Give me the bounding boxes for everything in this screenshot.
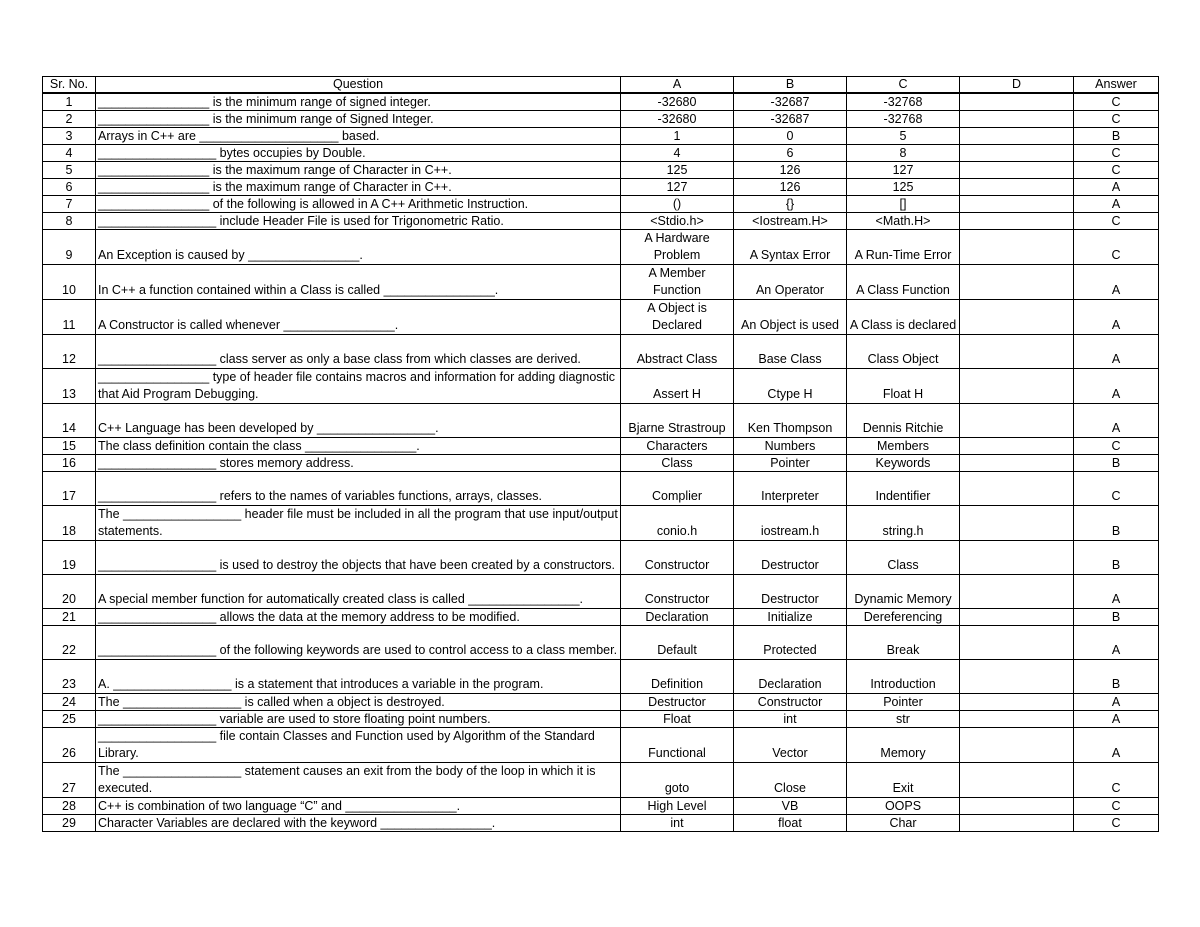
sr-no-cell: 11 — [43, 300, 96, 335]
option-a-cell: Abstract Class — [621, 335, 734, 369]
option-a-cell: conio.h — [621, 506, 734, 541]
table-row — [43, 798, 1159, 815]
option-b-cell: VB — [734, 798, 847, 815]
sr-no-cell: 5 — [43, 162, 96, 179]
option-d-cell — [960, 763, 1074, 798]
option-a-cell: 4 — [621, 145, 734, 162]
option-c-cell: Pointer — [847, 694, 960, 711]
option-a-cell: -32680 — [621, 93, 734, 111]
answer-cell: B — [1074, 660, 1159, 694]
question-cell: A. _________________ is a statement that introduces a variable in the program. — [96, 660, 621, 694]
option-c-cell: 125 — [847, 179, 960, 196]
option-d-cell — [960, 438, 1074, 455]
option-a-cell: goto — [621, 763, 734, 798]
option-b-cell: -32687 — [734, 111, 847, 128]
sr-no-cell: 16 — [43, 455, 96, 472]
sr-no-cell: 12 — [43, 335, 96, 369]
option-d-cell — [960, 798, 1074, 815]
option-b-cell: 0 — [734, 128, 847, 145]
table-row — [43, 815, 1159, 832]
option-b-cell: {} — [734, 196, 847, 213]
sr-no-cell: 29 — [43, 815, 96, 832]
sr-no-cell: 28 — [43, 798, 96, 815]
option-b-cell: <Iostream.H> — [734, 213, 847, 230]
option-c-cell: Char — [847, 815, 960, 832]
option-a-cell: Definition — [621, 660, 734, 694]
option-b-cell: Vector — [734, 728, 847, 763]
option-c-cell: Class — [847, 541, 960, 575]
answer-cell: C — [1074, 472, 1159, 506]
option-b-cell: 6 — [734, 145, 847, 162]
option-a-cell: <Stdio.h> — [621, 213, 734, 230]
option-b-cell: Close — [734, 763, 847, 798]
answer-cell: C — [1074, 230, 1159, 265]
answer-cell: A — [1074, 711, 1159, 728]
option-d-cell — [960, 265, 1074, 300]
question-cell: The _________________ header file must be included in all the program that use input/output statements. — [96, 506, 621, 541]
col-header-question: Question — [96, 77, 621, 94]
option-b-cell: Ken Thompson — [734, 404, 847, 438]
option-b-cell: An Object is used — [734, 300, 847, 335]
option-a-cell: Constructor — [621, 541, 734, 575]
option-b-cell: Destructor — [734, 575, 847, 609]
table-row — [43, 455, 1159, 472]
sr-no-cell: 21 — [43, 609, 96, 626]
sr-no-cell: 2 — [43, 111, 96, 128]
option-a-cell: High Level — [621, 798, 734, 815]
answer-cell: B — [1074, 506, 1159, 541]
table-row — [43, 369, 1159, 404]
question-cell: The _________________ is called when a object is destroyed. — [96, 694, 621, 711]
answer-cell: A — [1074, 300, 1159, 335]
table-row — [43, 575, 1159, 609]
option-d-cell — [960, 660, 1074, 694]
question-cell: _________________ include Header File is used for Trigonometric Ratio. — [96, 213, 621, 230]
option-d-cell — [960, 815, 1074, 832]
option-a-cell: Destructor — [621, 694, 734, 711]
table-row — [43, 609, 1159, 626]
option-a-cell: A Hardware Problem — [621, 230, 734, 265]
col-header-b: B — [734, 77, 847, 94]
option-d-cell — [960, 93, 1074, 111]
option-b-cell: Interpreter — [734, 472, 847, 506]
option-d-cell — [960, 369, 1074, 404]
option-a-cell: Constructor — [621, 575, 734, 609]
option-d-cell — [960, 711, 1074, 728]
table-row — [43, 230, 1159, 265]
table-row — [43, 111, 1159, 128]
option-a-cell: Functional — [621, 728, 734, 763]
option-c-cell: Dereferencing — [847, 609, 960, 626]
question-cell: An Exception is caused by ________________. — [96, 230, 621, 265]
option-b-cell: A Syntax Error — [734, 230, 847, 265]
sr-no-cell: 14 — [43, 404, 96, 438]
table-row — [43, 162, 1159, 179]
answer-cell: A — [1074, 265, 1159, 300]
question-cell: _________________ bytes occupies by Double. — [96, 145, 621, 162]
option-c-cell: 5 — [847, 128, 960, 145]
table-row — [43, 541, 1159, 575]
question-cell: The _________________ statement causes an exit from the body of the loop in which it is executed. — [96, 763, 621, 798]
option-a-cell: Default — [621, 626, 734, 660]
option-a-cell: 127 — [621, 179, 734, 196]
option-c-cell: -32768 — [847, 111, 960, 128]
option-c-cell: <Math.H> — [847, 213, 960, 230]
option-d-cell — [960, 128, 1074, 145]
sr-no-cell: 7 — [43, 196, 96, 213]
sr-no-cell: 9 — [43, 230, 96, 265]
sr-no-cell: 20 — [43, 575, 96, 609]
question-cell: A Constructor is called whenever ________________. — [96, 300, 621, 335]
option-d-cell — [960, 179, 1074, 196]
mcq-table — [42, 76, 1159, 832]
table-row — [43, 300, 1159, 335]
option-a-cell: 125 — [621, 162, 734, 179]
sr-no-cell: 3 — [43, 128, 96, 145]
option-b-cell: An Operator — [734, 265, 847, 300]
answer-cell: C — [1074, 162, 1159, 179]
sr-no-cell: 15 — [43, 438, 96, 455]
answer-cell: C — [1074, 111, 1159, 128]
answer-cell: A — [1074, 196, 1159, 213]
option-d-cell — [960, 111, 1074, 128]
table-row — [43, 660, 1159, 694]
option-d-cell — [960, 472, 1074, 506]
table-row — [43, 128, 1159, 145]
sr-no-cell: 4 — [43, 145, 96, 162]
option-b-cell: -32687 — [734, 93, 847, 111]
option-d-cell — [960, 541, 1074, 575]
col-header-c: C — [847, 77, 960, 94]
option-d-cell — [960, 609, 1074, 626]
option-c-cell: Indentifier — [847, 472, 960, 506]
sr-no-cell: 13 — [43, 369, 96, 404]
option-c-cell: A Class is declared — [847, 300, 960, 335]
table-row — [43, 506, 1159, 541]
option-a-cell: A Member Function — [621, 265, 734, 300]
question-cell: Character Variables are declared with the keyword ________________. — [96, 815, 621, 832]
option-c-cell: -32768 — [847, 93, 960, 111]
question-cell: ________________ is the minimum range of Signed Integer. — [96, 111, 621, 128]
question-cell: _________________ is used to destroy the objects that have been created by a constructors. — [96, 541, 621, 575]
option-b-cell: int — [734, 711, 847, 728]
answer-cell: B — [1074, 541, 1159, 575]
question-cell: _________________ file contain Classes and Function used by Algorithm of the Standard Library. — [96, 728, 621, 763]
option-c-cell: Members — [847, 438, 960, 455]
table-row — [43, 93, 1159, 111]
option-c-cell: OOPS — [847, 798, 960, 815]
option-c-cell: str — [847, 711, 960, 728]
question-cell: _________________ of the following keywords are used to control access to a class member. — [96, 626, 621, 660]
option-c-cell: Keywords — [847, 455, 960, 472]
table-row — [43, 265, 1159, 300]
table-body — [43, 93, 1159, 832]
option-c-cell: Introduction — [847, 660, 960, 694]
option-d-cell — [960, 145, 1074, 162]
sr-no-cell: 1 — [43, 93, 96, 111]
table-row — [43, 404, 1159, 438]
option-a-cell: A Object is Declared — [621, 300, 734, 335]
question-cell: The class definition contain the class ________________. — [96, 438, 621, 455]
option-b-cell: Protected — [734, 626, 847, 660]
sr-no-cell: 22 — [43, 626, 96, 660]
table-row — [43, 196, 1159, 213]
answer-cell: A — [1074, 335, 1159, 369]
question-cell: Arrays in C++ are ____________________ based. — [96, 128, 621, 145]
option-d-cell — [960, 455, 1074, 472]
answer-cell: A — [1074, 575, 1159, 609]
option-c-cell: Dynamic Memory — [847, 575, 960, 609]
answer-cell: C — [1074, 815, 1159, 832]
col-header-answer: Answer — [1074, 77, 1159, 94]
col-header-d: D — [960, 77, 1074, 94]
question-cell: _________________ stores memory address. — [96, 455, 621, 472]
table-row — [43, 728, 1159, 763]
question-cell: ________________ is the maximum range of Character in C++. — [96, 179, 621, 196]
option-b-cell: Numbers — [734, 438, 847, 455]
table-row — [43, 438, 1159, 455]
option-b-cell: Declaration — [734, 660, 847, 694]
option-d-cell — [960, 230, 1074, 265]
option-a-cell: -32680 — [621, 111, 734, 128]
question-cell: _________________ variable are used to store floating point numbers. — [96, 711, 621, 728]
question-cell: _________________ class server as only a base class from which classes are derived. — [96, 335, 621, 369]
option-b-cell: Destructor — [734, 541, 847, 575]
option-d-cell — [960, 575, 1074, 609]
option-a-cell: int — [621, 815, 734, 832]
answer-cell: B — [1074, 455, 1159, 472]
option-c-cell: Memory — [847, 728, 960, 763]
answer-cell: A — [1074, 404, 1159, 438]
option-c-cell: 127 — [847, 162, 960, 179]
answer-cell: C — [1074, 145, 1159, 162]
sr-no-cell: 19 — [43, 541, 96, 575]
option-c-cell: Class Object — [847, 335, 960, 369]
answer-cell: C — [1074, 213, 1159, 230]
option-b-cell: Constructor — [734, 694, 847, 711]
option-d-cell — [960, 300, 1074, 335]
table-row — [43, 145, 1159, 162]
answer-cell: A — [1074, 694, 1159, 711]
option-b-cell: iostream.h — [734, 506, 847, 541]
option-d-cell — [960, 626, 1074, 660]
table-row — [43, 335, 1159, 369]
question-cell: _________________ allows the data at the memory address to be modified. — [96, 609, 621, 626]
option-a-cell: Assert H — [621, 369, 734, 404]
option-d-cell — [960, 335, 1074, 369]
option-b-cell: Ctype H — [734, 369, 847, 404]
table-row — [43, 179, 1159, 196]
table-header — [43, 77, 1159, 94]
table-row — [43, 472, 1159, 506]
option-d-cell — [960, 694, 1074, 711]
option-b-cell: Base Class — [734, 335, 847, 369]
option-b-cell: float — [734, 815, 847, 832]
answer-cell: A — [1074, 179, 1159, 196]
option-a-cell: Bjarne Strastroup — [621, 404, 734, 438]
sr-no-cell: 17 — [43, 472, 96, 506]
question-cell: A special member function for automatically created class is called ________________. — [96, 575, 621, 609]
option-a-cell: Complier — [621, 472, 734, 506]
table-row — [43, 694, 1159, 711]
option-c-cell: [] — [847, 196, 960, 213]
option-a-cell: () — [621, 196, 734, 213]
option-c-cell: A Run-Time Error — [847, 230, 960, 265]
answer-cell: A — [1074, 728, 1159, 763]
sr-no-cell: 25 — [43, 711, 96, 728]
option-c-cell: Dennis Ritchie — [847, 404, 960, 438]
col-header-a: A — [621, 77, 734, 94]
question-cell: ________________ is the minimum range of signed integer. — [96, 93, 621, 111]
sr-no-cell: 10 — [43, 265, 96, 300]
option-c-cell: Break — [847, 626, 960, 660]
sr-no-cell: 24 — [43, 694, 96, 711]
sr-no-cell: 27 — [43, 763, 96, 798]
answer-cell: A — [1074, 369, 1159, 404]
sr-no-cell: 6 — [43, 179, 96, 196]
sr-no-cell: 18 — [43, 506, 96, 541]
answer-cell: C — [1074, 763, 1159, 798]
question-cell: ________________ of the following is allowed in A C++ Arithmetic Instruction. — [96, 196, 621, 213]
option-c-cell: Exit — [847, 763, 960, 798]
option-d-cell — [960, 213, 1074, 230]
option-d-cell — [960, 506, 1074, 541]
table-row — [43, 711, 1159, 728]
option-b-cell: Initialize — [734, 609, 847, 626]
sr-no-cell: 26 — [43, 728, 96, 763]
answer-cell: C — [1074, 798, 1159, 815]
question-cell: ________________ is the maximum range of Character in C++. — [96, 162, 621, 179]
question-cell: C++ is combination of two language “C” and ________________. — [96, 798, 621, 815]
option-d-cell — [960, 404, 1074, 438]
option-b-cell: Pointer — [734, 455, 847, 472]
table-row — [43, 626, 1159, 660]
answer-cell: C — [1074, 93, 1159, 111]
table-row — [43, 763, 1159, 798]
option-a-cell: Characters — [621, 438, 734, 455]
option-d-cell — [960, 196, 1074, 213]
option-b-cell: 126 — [734, 179, 847, 196]
sr-no-cell: 23 — [43, 660, 96, 694]
question-cell: ________________ type of header file contains macros and information for adding diagnostic that Aid Program Debugging. — [96, 369, 621, 404]
option-b-cell: 126 — [734, 162, 847, 179]
answer-cell: A — [1074, 626, 1159, 660]
option-c-cell: string.h — [847, 506, 960, 541]
table-row — [43, 213, 1159, 230]
option-c-cell: 8 — [847, 145, 960, 162]
answer-cell: B — [1074, 128, 1159, 145]
option-c-cell: Float H — [847, 369, 960, 404]
option-d-cell — [960, 728, 1074, 763]
option-d-cell — [960, 162, 1074, 179]
sr-no-cell: 8 — [43, 213, 96, 230]
option-a-cell: Declaration — [621, 609, 734, 626]
option-a-cell: Class — [621, 455, 734, 472]
question-cell: _________________ refers to the names of variables functions, arrays, classes. — [96, 472, 621, 506]
option-a-cell: Float — [621, 711, 734, 728]
col-header-sr-no: Sr. No. — [43, 77, 96, 94]
answer-cell: B — [1074, 609, 1159, 626]
question-cell: C++ Language has been developed by _________________. — [96, 404, 621, 438]
answer-cell: C — [1074, 438, 1159, 455]
option-c-cell: A Class Function — [847, 265, 960, 300]
question-cell: In C++ a function contained within a Class is called ________________. — [96, 265, 621, 300]
option-a-cell: 1 — [621, 128, 734, 145]
